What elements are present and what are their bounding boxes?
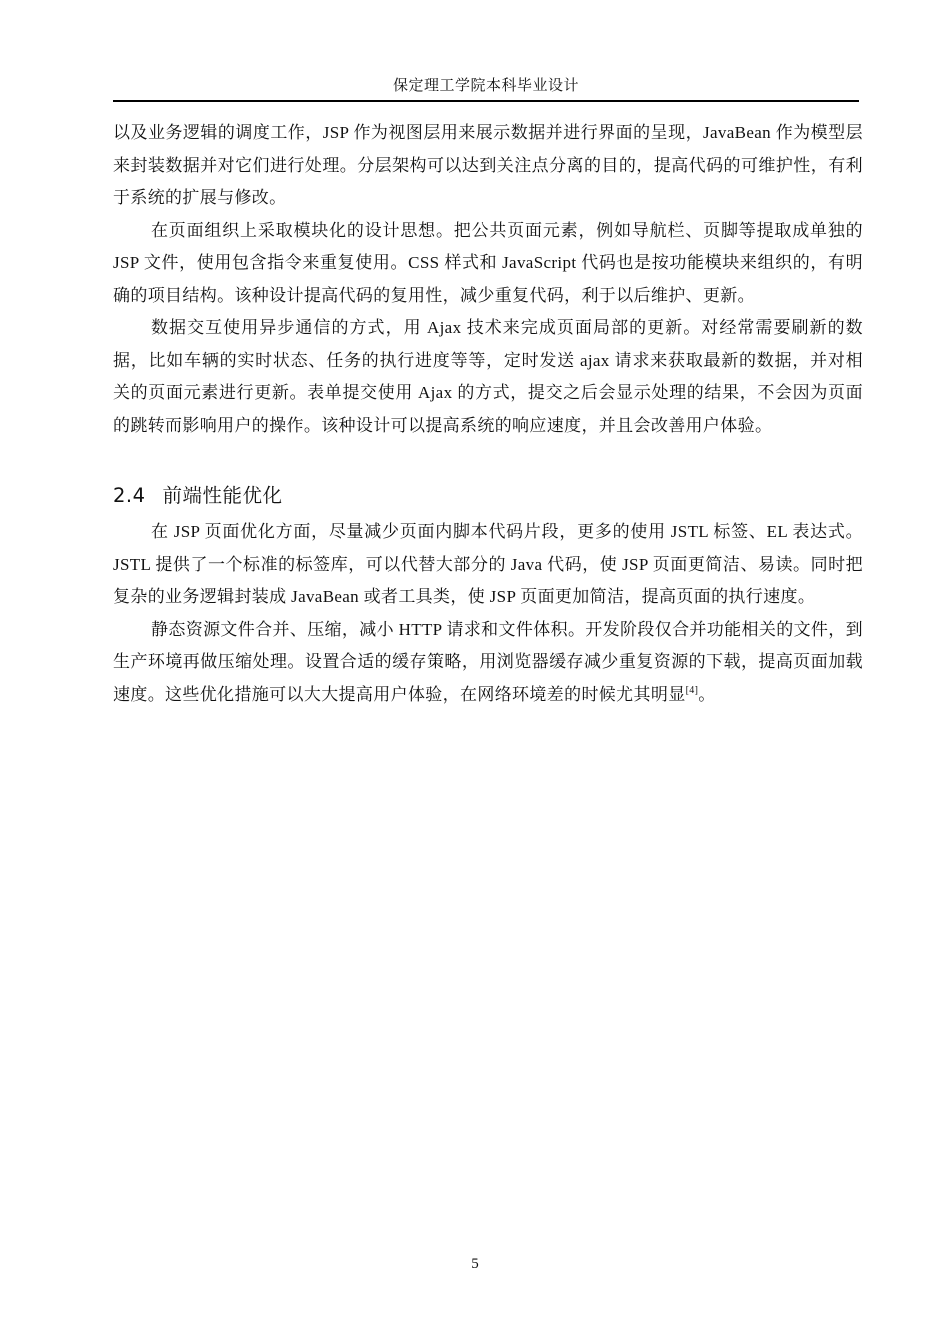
running-header: 保定理工学院本科毕业设计	[392, 78, 579, 94]
paragraph-modular-design: 在页面组织上采取模块化的设计思想。把公共页面元素，例如导航栏、页脚等提取成单独的 JSP 文件，使用包含指令来重复使用。CSS 样式和 JavaScript 代码也是按功能模块来组织的，有明确的项目结构。该种设计提高代码的复用性，减少重复代码，利于以后维护、更新。	[113, 220, 863, 305]
page-number: 5	[471, 1256, 479, 1272]
paragraph-ajax-interaction: 数据交互使用异步通信的方式，用 Ajax 技术来完成页面局部的更新。对经常需要刷新的数据，比如车辆的实时状态、任务的执行进度等等，定时发送 ajax 请求来获取最新的数据，并对相关的页面元素进行更新。表单提交使用 Ajax 的方式，提交之后会显示处理的结果，不会因为页面的跳转而影响用户的操作。该种设计可以提高系统的响应速度，并且会改善用户体验。	[113, 318, 863, 435]
paragraph-jsp-optimization: 在 JSP 页面优化方面，尽量减少页面内脚本代码片段，更多的使用 JSTL 标签、EL 表达式。JSTL 提供了一个标准的标签库，可以代替大部分的 Java 代码，使 JSP 页面更简洁、易读。同时把复杂的业务逻辑封装成 JavaBean 或者工具类，使 JSP 页面更加简洁，提高页面的执行速度。	[113, 522, 863, 606]
section-number: 2.4	[113, 484, 146, 507]
body-text	[113, 117, 863, 711]
paragraph-static-resources-text: 静态资源文件合并、压缩，减小 HTTP 请求和文件体积。开发阶段仅合并功能相关的文件，到生产环境再做压缩处理。设置合适的缓存策略，用浏览器缓存减少重复资源的下载，提高页面加载速度。这些优化措施可以大大提高用户体验，在网络环境差的时候尤其明显	[113, 619, 863, 704]
section-title: 前端性能优化	[162, 484, 283, 507]
citation-reference: [4]	[685, 684, 699, 696]
header-rule	[113, 100, 859, 102]
paragraph-static-resources	[113, 614, 863, 712]
paragraph-continuation: 以及业务逻辑的调度工作，JSP 作为视图层用来展示数据并进行界面的呈现，JavaBean 作为模型层来封装数据并对它们进行处理。分层架构可以达到关注点分离的目的，提高代码的可维护性，有利于系统的扩展与修改。	[113, 123, 863, 207]
section-heading	[113, 476, 863, 516]
paragraph-end-punctuation: 。	[698, 684, 716, 704]
